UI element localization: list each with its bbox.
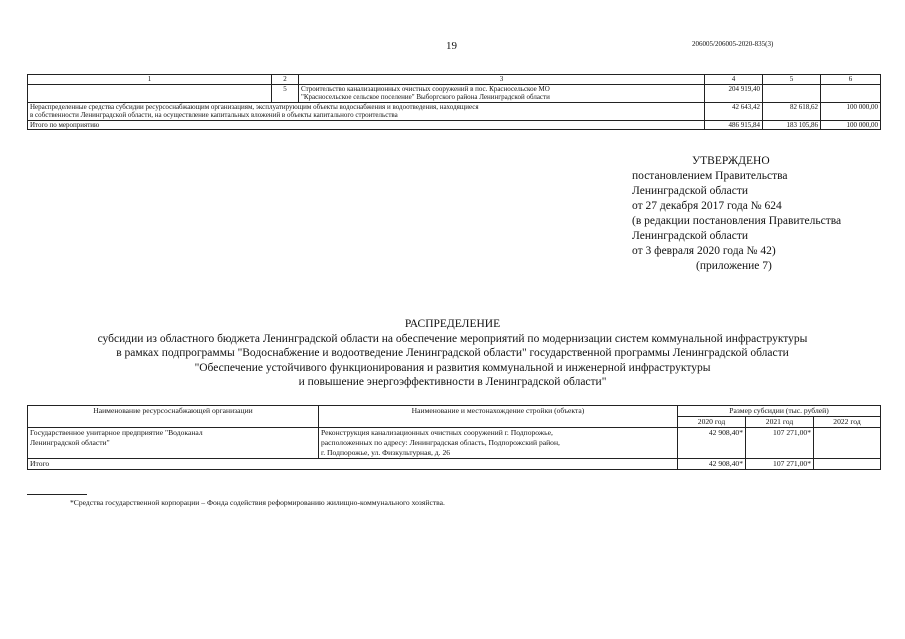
- value-2021: [763, 84, 821, 102]
- total-label: Итого по мероприятию: [28, 120, 705, 130]
- value-2021: 82 618,62: [763, 102, 821, 120]
- org-line: Государственное унитарное предприятие "Водоканал: [30, 428, 203, 437]
- approval-line: Ленинградской области: [632, 230, 749, 242]
- continuation-table: [27, 74, 881, 130]
- total-2020: 486 915,84: [705, 120, 763, 130]
- total-2022: [814, 459, 881, 470]
- col-number-6: 6: [821, 75, 881, 85]
- footnote: *Средства государственной корпорации – Фонда содействия реформированию жилищно-коммунального хозяйства.: [70, 498, 445, 507]
- total-label: Итого: [28, 459, 678, 470]
- heading-title: РАСПРЕДЕЛЕНИЕ: [404, 318, 501, 330]
- header-object: Наименование и местонахождение стройки (объекта): [319, 406, 678, 428]
- col-number-4: 4: [705, 75, 763, 85]
- header-2021: 2021 год: [746, 417, 814, 428]
- desc-line: в собственности Ленинградской области, на осуществление капитальных вложений в объекты капитального строительства: [30, 111, 398, 119]
- object-name: [319, 428, 678, 459]
- col-number-1: 1: [28, 75, 272, 85]
- approval-line: постановлением Правительства: [632, 170, 788, 182]
- object-line: расположенных по адресу: Ленинградская область, Подпорожский район,: [321, 438, 560, 447]
- header-2022: 2022 год: [814, 417, 881, 428]
- heading-line: субсидии из областного бюджета Ленинградской области на обеспечение мероприятий по модернизации систем коммунальной инфраструктуры: [97, 332, 808, 345]
- document-code: 206005/206005-2020-835(3): [692, 40, 774, 48]
- value-2022: 100 000,00: [821, 102, 881, 120]
- appendix-label: (приложение 7): [696, 260, 772, 272]
- total-2021: 183 105,86: [763, 120, 821, 130]
- object-line: Реконструкция канализационных очистных сооружений г. Подпорожье,: [321, 428, 553, 437]
- value-2021: 107 271,00*: [746, 428, 814, 459]
- row-index: 5: [272, 84, 299, 102]
- total-2022: 100 000,00: [821, 120, 881, 130]
- empty-cell: [28, 84, 272, 102]
- heading-line: в рамках подпрограммы "Водоснабжение и водоотведение Ленинградской области" государственной программы Ленинградской области: [116, 347, 789, 360]
- total-2021: 107 271,00*: [746, 459, 814, 470]
- approval-line: от 3 февраля 2020 года № 42): [632, 245, 776, 257]
- distribution-table: [27, 405, 881, 470]
- column-number-row: [28, 75, 881, 85]
- header-subsidy: Размер субсидии (тыс. рублей): [678, 406, 881, 417]
- desc-line: "Красносельское сельское поселение" Выборгского района Ленинградской области: [301, 93, 550, 101]
- org-name: [28, 428, 319, 459]
- page-number: 19: [446, 40, 457, 52]
- table-row: [28, 102, 881, 120]
- heading-line: "Обеспечение устойчивого функционирования и развития коммунальной и инженерной инфраструктуры: [194, 361, 711, 374]
- value-2022: [821, 84, 881, 102]
- header-2020: 2020 год: [678, 417, 746, 428]
- org-line: Ленинградской области": [30, 438, 110, 447]
- value-2020: 204 919,40: [705, 84, 763, 102]
- col-number-3: 3: [299, 75, 705, 85]
- row-description: [299, 84, 705, 102]
- total-row: [28, 459, 881, 470]
- col-number-5: 5: [763, 75, 821, 85]
- header-row: [28, 406, 881, 417]
- desc-line: Строительство канализационных очистных сооружений в пос. Красносельское МО: [301, 84, 550, 93]
- total-row: [28, 120, 881, 130]
- approval-block: [632, 154, 841, 274]
- distribution-heading: [0, 317, 905, 390]
- value-2022: [814, 428, 881, 459]
- value-2020: 42 908,40*: [678, 428, 746, 459]
- heading-line: и повышение энергоэффективности в Ленинградской области": [298, 376, 607, 389]
- total-2020: 42 908,40*: [678, 459, 746, 470]
- approval-title: УТВЕРЖДЕНО: [692, 155, 770, 167]
- header-org: Наименование ресурсоснабжающей организации: [28, 406, 319, 428]
- table-row: [28, 428, 881, 459]
- approval-line: от 27 декабря 2017 года № 624: [632, 200, 782, 212]
- row-description: [28, 102, 705, 120]
- object-line: г. Подпорожье, ул. Физкультурная, д. 26: [321, 448, 451, 457]
- approval-line: Ленинградской области: [632, 185, 749, 197]
- desc-line: Нераспределенные средства субсидии ресурсоснабжающим организациям, эксплуатирующим объекты водоснабжения и водоотведения, находящиеся: [30, 102, 479, 111]
- table-row: [28, 84, 881, 102]
- footnote-divider: [27, 494, 87, 495]
- value-2020: 42 643,42: [705, 102, 763, 120]
- approval-line: (в редакции постановления Правительства: [632, 215, 842, 227]
- col-number-2: 2: [272, 75, 299, 85]
